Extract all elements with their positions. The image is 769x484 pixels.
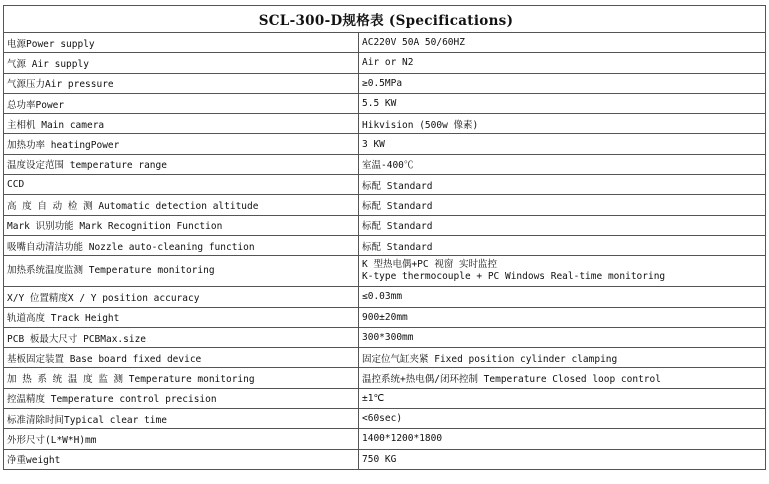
title-row	[4, 6, 766, 33]
spec-value-multiline	[359, 256, 766, 287]
spec-value: 300*300mm	[359, 327, 766, 347]
spec-value: 标配 Standard	[359, 175, 766, 195]
spec-value: 标配 Standard	[359, 235, 766, 255]
spec-label: CCD	[4, 175, 359, 195]
spec-value: 900±20mm	[359, 307, 766, 327]
spec-value: 5.5 KW	[359, 93, 766, 113]
spec-label: 标准清除时间Typical clear time	[4, 409, 359, 429]
table-row	[4, 235, 766, 255]
table-row	[4, 327, 766, 347]
spec-label: 温度设定范围 temperature range	[4, 154, 359, 174]
spec-value: 标配 Standard	[359, 195, 766, 215]
spec-value: AC220V 50A 50/60HZ	[359, 33, 766, 53]
spec-value: Hikvision (500w 像素)	[359, 114, 766, 134]
spec-table	[3, 5, 766, 470]
spec-label: 气源压力Air pressure	[4, 73, 359, 93]
table-row	[4, 53, 766, 73]
table-row	[4, 33, 766, 53]
table-row	[4, 307, 766, 327]
spec-label: 高 度 自 动 检 测 Automatic detection altitude	[4, 195, 359, 215]
spec-value: 750 KG	[359, 449, 766, 469]
spec-value: ≤0.03mm	[359, 287, 766, 307]
spec-value: Air or N2	[359, 53, 766, 73]
spec-label: 加 热 系 统 温 度 监 测 Temperature monitoring	[4, 368, 359, 388]
table-row	[4, 215, 766, 235]
spec-label: 净重weight	[4, 449, 359, 469]
table-row	[4, 195, 766, 215]
spec-label: 轨道高度 Track Height	[4, 307, 359, 327]
spec-value: 室温-400℃	[359, 154, 766, 174]
spec-label: 基板固定装置 Base board fixed device	[4, 348, 359, 368]
spec-label: 加热系统温度监测 Temperature monitoring	[4, 256, 359, 287]
table-row	[4, 449, 766, 469]
spec-label: 外形尺寸(L*W*H)mm	[4, 429, 359, 449]
spec-value: 温控系统+热电偶/闭环控制 Temperature Closed loop control	[359, 368, 766, 388]
spec-label: 电源Power supply	[4, 33, 359, 53]
table-row	[4, 114, 766, 134]
spec-value: <60sec)	[359, 409, 766, 429]
table-row	[4, 409, 766, 429]
table-row	[4, 388, 766, 408]
table-row	[4, 256, 766, 287]
spec-value: 固定位气缸夹紧 Fixed position cylinder clamping	[359, 348, 766, 368]
table-row	[4, 73, 766, 93]
spec-value: ±1℃	[359, 388, 766, 408]
spec-value: ≥0.5MPa	[359, 73, 766, 93]
spec-label: 控温精度 Temperature control precision	[4, 388, 359, 408]
table-row	[4, 287, 766, 307]
spec-value-line-1: K 型热电偶+PC 视窗 实时监控	[362, 259, 498, 271]
spec-value: 3 KW	[359, 134, 766, 154]
spec-label: X/Y 位置精度X / Y position accuracy	[4, 287, 359, 307]
table-row	[4, 93, 766, 113]
table-row	[4, 368, 766, 388]
spec-value: 1400*1200*1800	[359, 429, 766, 449]
table-row	[4, 134, 766, 154]
spec-label: 加热功率 heatingPower	[4, 134, 359, 154]
table-title: SCL-300-D规格表 (Specifications)	[4, 6, 766, 33]
table-row	[4, 154, 766, 174]
spec-label: 吸嘴自动清洁功能 Nozzle auto-cleaning function	[4, 235, 359, 255]
spec-label: 主相机 Main camera	[4, 114, 359, 134]
table-row	[4, 348, 766, 368]
spec-value-line-2: K-type thermocouple + PC Windows Real-time monitoring	[362, 271, 666, 283]
spec-label: Mark 识别功能 Mark Recognition Function	[4, 215, 359, 235]
spec-label: 总功率Power	[4, 93, 359, 113]
spec-value: 标配 Standard	[359, 215, 766, 235]
table-row	[4, 429, 766, 449]
table-row	[4, 175, 766, 195]
spec-label: 气源 Air supply	[4, 53, 359, 73]
spec-label: PCB 板最大尺寸 PCBMax.size	[4, 327, 359, 347]
